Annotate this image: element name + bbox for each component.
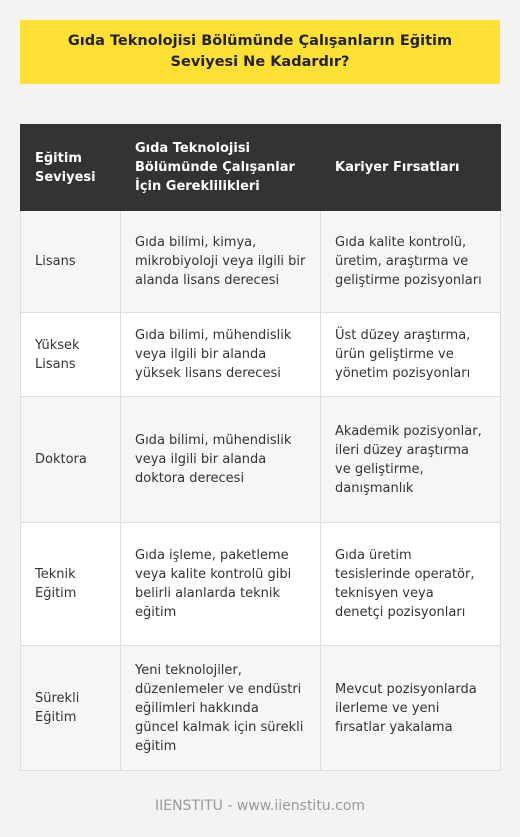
header-career-opportunities: Kariyer Fırsatları (321, 125, 501, 211)
cell-requirements: Gıda bilimi, mühendislik veya ilgili bir alanda yüksek lisans derecesi (121, 313, 321, 397)
table-row (21, 397, 501, 523)
cell-requirements: Gıda işleme, paketleme veya kalite kontrolü gibi belirli alanlarda teknik eğitim (121, 523, 321, 646)
table-row (21, 646, 501, 771)
table-row (21, 313, 501, 397)
table-header-row (21, 125, 501, 211)
cell-career-opportunities: Akademik pozisyonlar, ileri düzey araştırma ve geliştirme, danışmanlık (321, 397, 501, 523)
cell-career-opportunities: Gıda kalite kontrolü, üretim, araştırma ve geliştirme pozisyonları (321, 211, 501, 313)
page-title: Gıda Teknolojisi Bölümünde Çalışanların Eğitim Seviyesi Ne Kadardır? (67, 33, 453, 70)
cell-career-opportunities: Üst düzey araştırma, ürün geliştirme ve yönetim pozisyonları (321, 313, 501, 397)
cell-education-level: Sürekli Eğitim (21, 646, 121, 771)
cell-education-level: Yüksek Lisans (21, 313, 121, 397)
education-table (20, 124, 501, 771)
footer-credit: IIENSTITU - www.iienstitu.com (154, 798, 366, 814)
cell-education-level: Teknik Eğitim (21, 523, 121, 646)
table-row (21, 523, 501, 646)
header-education-level: Eğitim Seviyesi (21, 125, 121, 211)
table-row (21, 211, 501, 313)
cell-career-opportunities: Mevcut pozisyonlarda ilerleme ve yeni fırsatlar yakalama (321, 646, 501, 771)
cell-career-opportunities: Gıda üretim tesislerinde operatör, teknisyen veya denetçi pozisyonları (321, 523, 501, 646)
header-requirements: Gıda Teknolojisi Bölümünde Çalışanlar İçin Gereklilikleri (121, 125, 321, 211)
cell-requirements: Gıda bilimi, mühendislik veya ilgili bir alanda doktora derecesi (121, 397, 321, 523)
cell-education-level: Lisans (21, 211, 121, 313)
title-banner (20, 20, 500, 84)
cell-requirements: Gıda bilimi, kimya, mikrobiyoloji veya ilgili bir alanda lisans derecesi (121, 211, 321, 313)
cell-education-level: Doktora (21, 397, 121, 523)
cell-requirements: Yeni teknolojiler, düzenlemeler ve endüstri eğilimleri hakkında güncel kalmak için sürekli eğitim (121, 646, 321, 771)
